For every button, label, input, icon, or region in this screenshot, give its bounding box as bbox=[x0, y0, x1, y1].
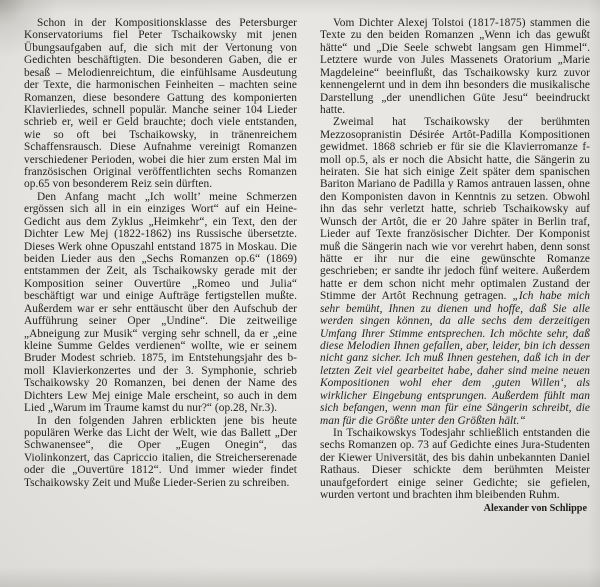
tchaikovsky-letter-quote: „Ich habe mich sehr bemüht, Ihnen zu dienen und hoffe, daß Sie alle werden singen können, da alle sechs dem derzeitigen Umfang Ihrer Stimme entsprechen. Ich möchte sehr, daß diese Melodien Ihnen gefallen, aber, leider, bin ich dessen nicht ganz sicher. Ich muß Ihnen gestehen, daß ich in der letzten Zeit viel gearbeitet habe, daher sind meine neuen Kompositionen wohl eher dem ‚guten Willen‘, als wirklicher Eingebung entsprungen. Außerdem fühlt man sich befangen, wenn man für eine Sängerin schreibt, die man für die Größte unter den Größten hält.“ bbox=[320, 290, 590, 427]
paragraph-den-anfang: Den Anfang macht „Ich wollt’ meine Schmerzen ergössen sich all in ein einziges Wort“ auf ein Heine-Gedicht aus dem Zyklus „Heimkehr“, ein Text, den der Dichter Lew Mej (1822-1862) ins Russische übersetzte. Dieses Werk ohne Opuszahl entstand 1875 in Moskau. Die beiden Lieder aus den „Sechs Romanzen op.6“ (1869) entstammen der Zeit, als Tschaikowsky gerade mit der Komposition seiner Ouvertüre „Romeo und Julia“ beschäftigt war und einige Aufträge fertigstellen mußte. Außerdem war er sehr enttäuscht über den Aufschub der Aufführung seiner Oper „Undine“. Die zeitweilige „Abneigung zur Musik“ verging sehr schnell, da er „eine kleine Summe Geldes verdienen“ wollte, wie er seinem Bruder Modest schrieb. 1875, im Entstehungsjahr des b-moll Klavierkonzertes und der 3. Symphonie, schrieb Tschaikowsky 20 Romanzen, bei denen der Name des Dichters Lew Mej einige Male erscheint, so auch in dem Lied „Warum im Traume kamst du nur?“ (op.28, Nr.3). bbox=[24, 190, 297, 415]
paragraph-artot-lead: Zweimal hat Tschaikowsky der berühmten Mezzosopranistin Désirée Artôt-Padilla Kompositionen gewidmet. 1868 schrieb er für sie die Klavierromanze f-moll op.5, als er noch die Absicht hatte, die Sängerin zu heiraten. Sie hat sich einige Zeit später dem spanischen Bariton Mariano de Padilla y Ramos antrauen lassen, ohne den Komponisten davon in Kenntnis zu setzen. Obwohl ihn das sehr verletzt hatte, schrieb Tschaikowsky auf Wunsch der Artôt, die er 20 Jahre später in Berlin traf, Lieder auf Texte französischer Dichter. Der Komponist muß die Sängerin nach wie vor verehrt haben, denn sonst hätte er ihr nur die eine gewünschte Romanze geschrieben; er sandte ihr jedoch fünf weitere. Außerdem hatte er dem schon nicht mehr optimalen Zustand der Stimme der Artôt Rechnung getragen. bbox=[320, 116, 590, 303]
left-column bbox=[24, 17, 297, 587]
paragraph-folgende-jahre: In den folgenden Jahren erblickten jene bis heute populären Werke das Licht der Welt, wie das Ballett „Der Schwanensee“, die Oper „Eugen Onegin“, das Violinkonzert, das Capriccio italien, die Streicherserenade oder die „Ouvertüre 1812“. Und immer wieder findet Tschaikowsky Zeit und Muße Lieder-Serien zu schreiben. bbox=[24, 414, 297, 489]
paragraph-todesjahr: In Tschaikowskys Todesjahr schließlich entstanden die sechs Romanzen op. 73 auf Gedichte eines Jura-Studenten der Kiewer Universität, des bis dahin unbekannten Daniel Rathaus. Dieser schickte dem berühmten Meister unaufgefordert einige seiner Gedichte; sie gefielen, wurden vertont und brachten ihm bleibenden Ruhm. bbox=[320, 426, 590, 502]
paragraph-composition-class: Schon in der Kompositionsklasse des Petersburger Konservatoriums fiel Peter Tschaikowsky mit jenen Übungsaufgaben auf, die sich mit der Vertonung von Gedichten beschäftigten. Die besonderen Gaben, die er besaß – Melodienreichtum, die einfühlsame Ausdeutung der Texte, die harmonischen Feinheiten – machten seine Romanzen, diese besondere Gattung des komponierten Klavierliedes, schnell populär. Manche seiner 104 Lieder schrieb er, weil er Geld brauchte; doch viele entstanden, wie so oft bei Tschaikowsky, in tränenreichem Schaffensrausch. Diese Aufnahme vereinigt Romanzen verschiedener Perioden, wobei die hier zum ersten Mal im französischen Original veröffentlichten sechs Romanzen op.65 von besonderem Reiz sein dürften. bbox=[24, 17, 297, 191]
author-signature: Alexander von Schlippe bbox=[483, 503, 587, 515]
right-column bbox=[320, 17, 590, 587]
paragraph-tolstoi: Vom Dichter Alexej Tolstoi (1817-1875) stammen die Texte zu den beiden Romanzen „Wenn ich das gewußt hätte“ und „Die Seele schwebt langsam gen Himmel“. Letztere wurde von Jules Massenets Oratorium „Marie Magdeleine“ beeinflußt, das Tschaikowsky kurz zuvor kennengelernt und in dem ihn besonders die musikalische Darstellung „der unendlichen Güte Jesu“ beeindruckt hatte. bbox=[320, 17, 590, 116]
paragraph-artot bbox=[320, 116, 590, 427]
